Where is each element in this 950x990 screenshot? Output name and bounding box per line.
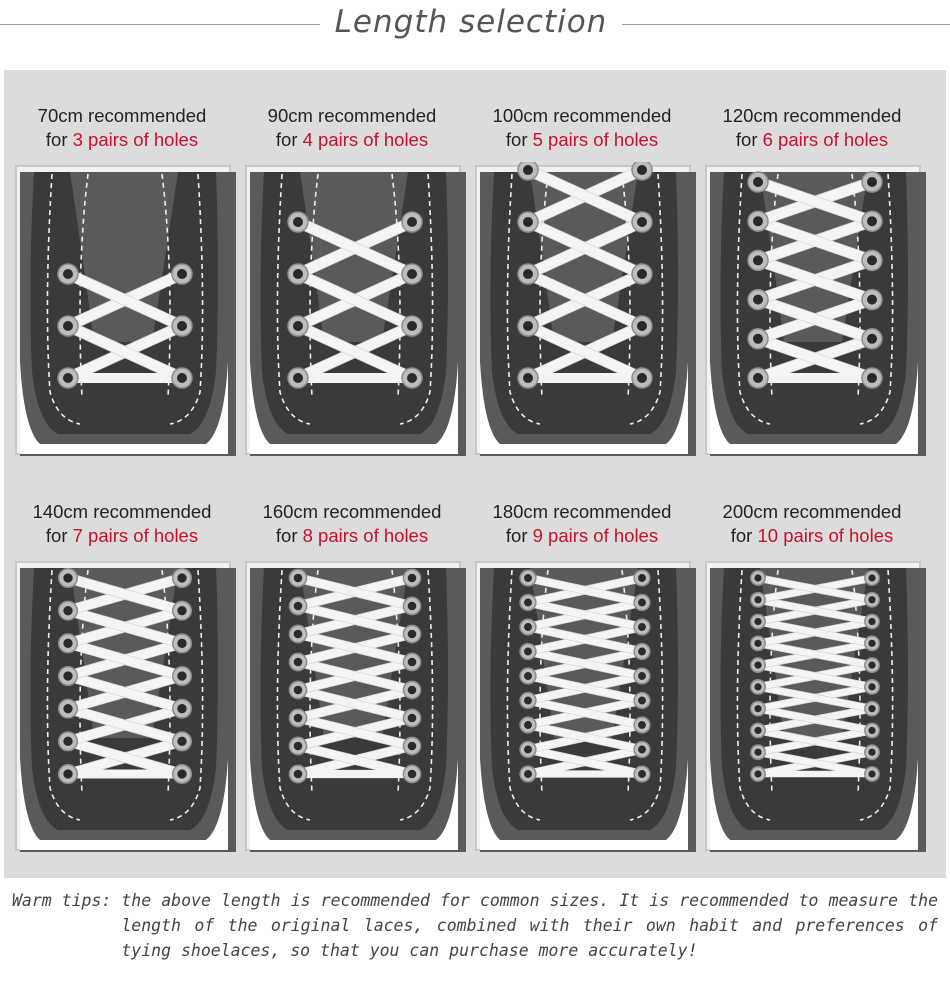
length-option [696,500,928,856]
header [0,0,950,60]
pairs-prefix: for [275,129,303,150]
pairs-count: 9 pairs of holes [532,525,659,546]
pairs-prefix: for [275,525,303,546]
option-label [236,500,468,548]
pairs-prefix: for [505,525,533,546]
shoe-illustration [10,162,236,458]
pairs-line [6,128,238,152]
option-label [696,104,928,152]
header-rule-right [622,24,950,25]
pairs-count: 6 pairs of holes [762,129,889,150]
length-text: 200cm recommended [722,501,902,522]
header-rule-left [0,24,320,25]
pairs-prefix: for [45,525,73,546]
shoe-illustration [470,162,696,458]
shoe-illustration [10,558,236,854]
pairs-line [696,524,928,548]
length-text: 140cm recommended [32,501,212,522]
pairs-line [236,128,468,152]
page-title: Length selection [334,4,608,40]
tips-lead: Warm tips: [12,891,112,910]
option-label [696,500,928,548]
length-option [236,500,468,856]
pairs-prefix: for [735,129,763,150]
shoe-illustration [240,162,466,458]
length-option [696,104,928,460]
length-option [466,500,698,856]
length-option [6,104,238,460]
length-text: 120cm recommended [722,105,902,126]
option-label [6,500,238,548]
option-label [6,104,238,152]
length-option [466,104,698,460]
length-grid [4,70,946,878]
length-option [236,104,468,460]
option-label [236,104,468,152]
warm-tips [12,888,938,963]
length-text: 160cm recommended [262,501,442,522]
pairs-count: 7 pairs of holes [72,525,199,546]
pairs-count: 8 pairs of holes [302,525,429,546]
shoe-illustration [240,558,466,854]
tips-text: the above length is recommended for common sizes. It is recommended to measure the length of the original laces, combined with their own habit and preferences of tying shoelaces, so that you can purchase more accurately! [121,891,938,960]
pairs-line [466,524,698,548]
length-text: 100cm recommended [492,105,672,126]
pairs-line [236,524,468,548]
shoe-illustration [470,558,696,854]
length-text: 180cm recommended [492,501,672,522]
length-option [6,500,238,856]
pairs-count: 3 pairs of holes [72,129,199,150]
shoe-illustration [700,162,926,458]
pairs-prefix: for [505,129,533,150]
option-label [466,500,698,548]
option-label [466,104,698,152]
pairs-count: 4 pairs of holes [302,129,429,150]
pairs-line [696,128,928,152]
pairs-line [466,128,698,152]
shoe-illustration [700,558,926,854]
length-text: 70cm recommended [37,105,207,126]
length-text: 90cm recommended [267,105,437,126]
pairs-prefix: for [730,525,758,546]
pairs-count: 5 pairs of holes [532,129,659,150]
pairs-line [6,524,238,548]
pairs-count: 10 pairs of holes [757,525,894,546]
pairs-prefix: for [45,129,73,150]
